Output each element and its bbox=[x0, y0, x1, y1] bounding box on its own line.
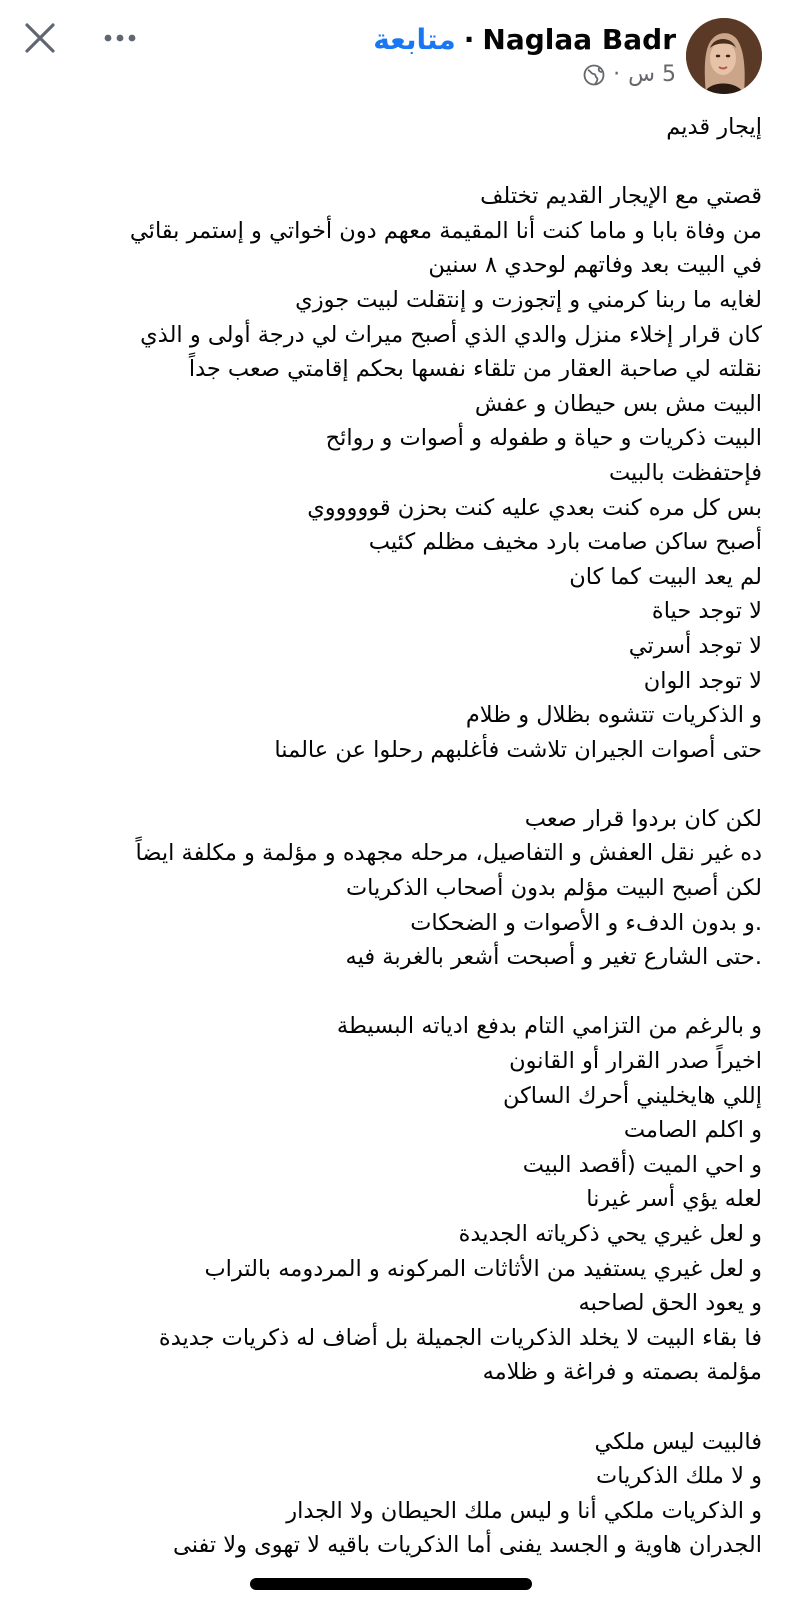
post-text bbox=[40, 110, 762, 1563]
post-text-line: و يعود الحق لصاحبه bbox=[578, 1290, 762, 1317]
post-meta bbox=[583, 60, 676, 90]
post-text-line: و لعل غيري يستفيد من الأثاثات المركونه و المردومه بالتراب bbox=[204, 1255, 762, 1282]
post-text-line: و الذكريات ملكي أنا و ليس ملك الحيطان ولا الجدار bbox=[286, 1497, 762, 1524]
post-text-line: لغايه ما ربنا كرمني و إتجوزت و إنتقلت لبيت جوزي bbox=[295, 286, 762, 313]
close-button[interactable] bbox=[22, 20, 58, 56]
meta-separator: · bbox=[613, 62, 621, 87]
post-text-line: لم يعد البيت كما كان bbox=[569, 563, 762, 590]
post-text-line: البيت ذكريات و حياة و طفوله و أصوات و روائح bbox=[325, 425, 762, 452]
post-text-line: .حتى الشارع تغير و أصبحت أشعر بالغربة فيه bbox=[345, 944, 762, 971]
post-text-line: ده غير نقل العفش و التفاصيل، مرحله مجهده و مؤلمة و مكلفة ايضاً bbox=[135, 840, 762, 867]
post-text-line: و اكلم الصامت bbox=[623, 1117, 762, 1144]
post-text-line: و لعل غيري يحي ذكرياته الجديدة bbox=[458, 1221, 762, 1247]
post-text-line: البيت مش بس حيطان و عفش bbox=[474, 390, 762, 417]
post-text-line: و الذكريات تتشوه بظلال و ظلام bbox=[465, 702, 762, 729]
post-text-line: لا توجد الوان bbox=[643, 667, 762, 694]
post-text-line: حتى أصوات الجيران تلاشت فأغلبهم رحلوا عن عالمنا bbox=[274, 736, 762, 763]
post-text-line: قصتي مع الإيجار القديم تختلف bbox=[480, 183, 762, 210]
post-text-line: لا توجد حياة bbox=[651, 598, 762, 625]
more-options-icon bbox=[100, 20, 140, 56]
follow-button[interactable]: متابعة bbox=[373, 23, 456, 56]
close-icon bbox=[22, 20, 58, 56]
author-line bbox=[373, 20, 676, 60]
post-text-line: في البيت بعد وفاتهم لوحدي ٨ سنين bbox=[428, 252, 762, 279]
author-name[interactable]: Naglaa Badr bbox=[482, 23, 676, 56]
post-text-line: .و بدون الدفء و الأصوات و الضحكات bbox=[410, 909, 762, 936]
post-text-line: فا بقاء البيت لا يخلد الذكريات الجميلة بل أضاف له ذكريات جديدة bbox=[158, 1324, 762, 1351]
globe-icon[interactable] bbox=[583, 64, 605, 86]
post-text-line: و احي الميت (أقصد البيت bbox=[522, 1151, 762, 1178]
post-text-line: الجدران هاوية و الجسد يفنى أما الذكريات باقيه لا تهوى ولا تفنى bbox=[172, 1532, 762, 1559]
scrollbar-handle[interactable] bbox=[250, 1578, 532, 1590]
blank-line bbox=[40, 1390, 762, 1425]
post-text-line: كان قرار إخلاء منزل والدي الذي أصبح ميراث لي درجة أولى و الذي bbox=[140, 321, 762, 348]
blank-line bbox=[40, 145, 762, 180]
post-text-line: من وفاة بابا و ماما كنت أنا المقيمة معهم دون أخواتي و إستمر بقائي bbox=[129, 217, 762, 244]
post-text-line: مؤلمة بصمته و فراغة و ظلامه bbox=[482, 1359, 762, 1386]
post-text-line: لكن أصبح البيت مؤلم بدون أصحاب الذكريات bbox=[346, 875, 762, 902]
blank-line bbox=[40, 975, 762, 1010]
post-time[interactable]: 5 س bbox=[628, 62, 676, 87]
post-text-line: إيجار قديم bbox=[666, 114, 762, 140]
blank-line bbox=[40, 767, 762, 802]
post-text-line: لا توجد أسرتي bbox=[628, 632, 762, 659]
post-text-line: اخيراً صدر القرار أو القانون bbox=[509, 1048, 762, 1075]
post-text-line: فإحتفظت بالبيت bbox=[608, 459, 762, 486]
more-options-button[interactable] bbox=[100, 20, 140, 56]
post-text-line: إللي هايخليني أحرك الساكن bbox=[502, 1082, 762, 1109]
post-text-line: لكن كان بردوا قرار صعب bbox=[524, 805, 762, 832]
post-text-line: و بالرغم من التزامي التام بدفع ادياته البسيطة bbox=[336, 1013, 762, 1040]
name-separator: · bbox=[463, 23, 475, 56]
post-text-line: فالبيت ليس ملكي bbox=[594, 1428, 762, 1455]
post-text-line: و لا ملك الذكريات bbox=[596, 1463, 762, 1490]
post-text-line: بس كل مره كنت بعدي عليه كنت بحزن قوووووي bbox=[307, 494, 762, 521]
post-text-line: أصبح ساكن صامت بارد مخيف مظلم كئيب bbox=[368, 529, 762, 556]
post-header bbox=[0, 0, 800, 110]
post-text-line: نقلته لي صاحبة العقار من تلقاء نفسها بحكم إقامتي صعب جداً bbox=[188, 356, 762, 383]
author-avatar[interactable] bbox=[686, 18, 762, 94]
post-text-line: لعله يؤي أسر غيرنا bbox=[586, 1186, 762, 1213]
